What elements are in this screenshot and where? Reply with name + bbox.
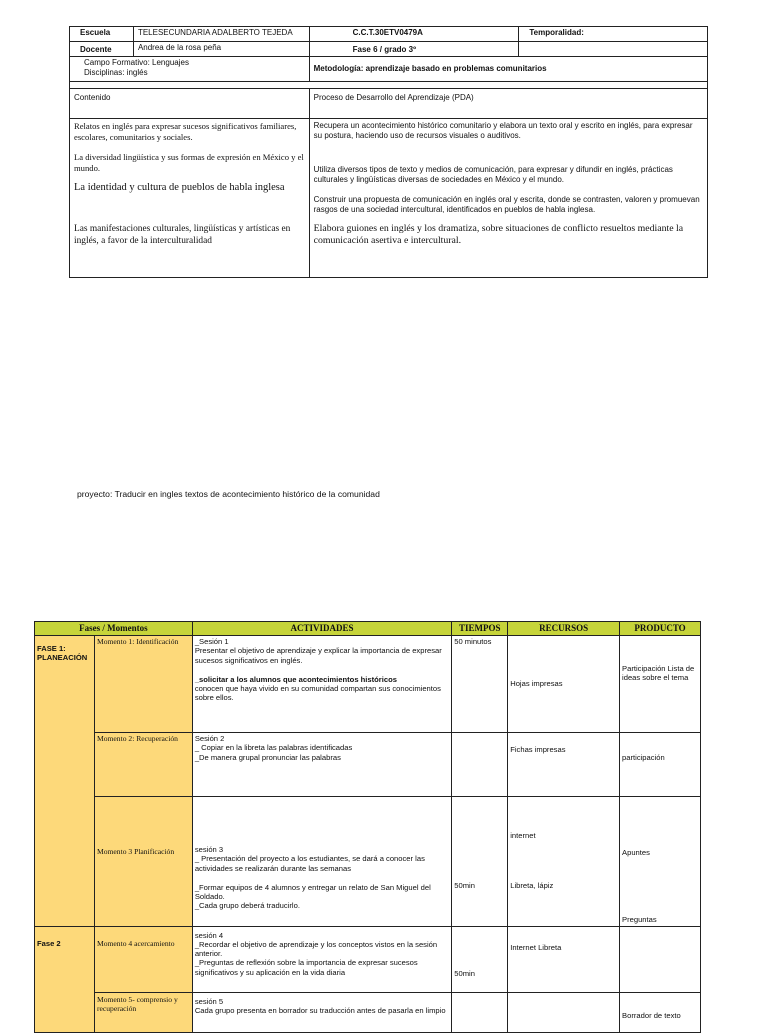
momento-2: Momento 2: Recuperación bbox=[94, 733, 192, 797]
escuela-label: Escuela bbox=[70, 27, 134, 42]
header-recursos: RECURSOS bbox=[508, 622, 620, 636]
proyecto-text: proyecto: Traducir en ingles textos de acontecimiento histórico de la comunidad bbox=[77, 489, 380, 499]
momento-4-actividades bbox=[192, 926, 451, 992]
momento-3: Momento 3 Planificación bbox=[94, 797, 192, 927]
m4-act-3: _Preguntas de reflexión sobre la importancia de expresar sucesos significativos y su aplicación en la vida diaria bbox=[194, 958, 418, 977]
m1-act-2: Presentar el objetivo de aprendizaje y explicar la importancia de expresar sucesos significativos en inglés. bbox=[194, 646, 442, 665]
contenido-4: Las manifestaciones culturales, lingüísticas y artísticas en inglés, a favor de la interculturalidad bbox=[74, 224, 291, 246]
m2-act-1: Sesión 2 bbox=[194, 734, 225, 743]
pda-2: Utiliza diversos tipos de texto y medios de comunicación, para expresar y difundir en inglés, prácticas culturales y lingüísticas diversas de sociedades en México y el mundo. bbox=[313, 165, 673, 184]
pda-3: Construir una propuesta de comunicación en inglés oral y escrita, donde se contrasten, valoren y promuevan rasgos de una sociedad intercultural, identificados en pueblos de habla inglesa. bbox=[313, 195, 700, 214]
m1-recurso: Hojas impresas bbox=[508, 636, 620, 733]
m3-act-4: _Cada grupo deberá traducirlo. bbox=[194, 901, 300, 911]
contenido-1: Relatos en inglés para expresar sucesos significativos familiares, escolares, comunitarios y sociales. bbox=[74, 121, 297, 142]
contenido-3: La identidad y cultura de pueblos de habla inglesa bbox=[74, 181, 285, 193]
pda-label: Proceso de Desarrollo del Aprendizaje (PDA) bbox=[309, 89, 707, 119]
m4-act-1: sesión 4 bbox=[194, 930, 224, 940]
header-fases: Fases / Momentos bbox=[35, 622, 193, 636]
header-actividades: ACTIVIDADES bbox=[192, 622, 451, 636]
fase: Fase 6 / grado 3º bbox=[309, 42, 519, 57]
m3-recurso-1: internet bbox=[510, 831, 536, 840]
m3-act-3: _Formar equipos de 4 alumnos y entregar un relato de San Miguel del Soldado. bbox=[194, 882, 431, 901]
temporalidad-value bbox=[519, 42, 708, 57]
m4-tiempo: 50min bbox=[452, 926, 508, 992]
m1-act-4: conocen que haya vivido en su comunidad compartan sus conocimientos sobre ellos. bbox=[194, 684, 441, 703]
contenidos-cell bbox=[70, 119, 310, 278]
m1-tiempo: 50 minutos bbox=[452, 636, 508, 733]
spacer-row bbox=[70, 82, 708, 89]
m3-producto-1: Apuntes bbox=[622, 848, 650, 857]
momento-1-actividades bbox=[192, 636, 451, 733]
m1-act-1: _Sesión 1 bbox=[194, 637, 229, 646]
m4-recurso: Internet Libreta bbox=[508, 926, 620, 992]
m1-act-3: _solicitar a los alumnos que acontecimientos históricos bbox=[194, 674, 397, 684]
plan-table bbox=[34, 621, 701, 1033]
fase-2-label: Fase 2 bbox=[37, 938, 61, 948]
momento-1: Momento 1: Identificación bbox=[94, 636, 192, 733]
m5-producto: Borrador de texto bbox=[620, 992, 701, 1032]
campo-cell bbox=[70, 57, 310, 82]
m2-act-2: _ Copiar en la libreta las palabras identificadas bbox=[194, 743, 353, 753]
m3-act-2: _ Presentación del proyecto a los estudiantes, se dará a conocer las actividades se realizarán durante las semanas bbox=[194, 854, 425, 873]
escuela-value: TELESECUNDARIA ADALBERTO TEJEDA bbox=[133, 27, 309, 42]
momento-2-actividades bbox=[192, 733, 451, 797]
docente-value: Andrea de la rosa peña bbox=[133, 42, 309, 57]
m5-act-2: Cada grupo presenta en borrador su traducción antes de pasarla en limpio bbox=[194, 1005, 446, 1015]
fase-1-cell bbox=[35, 636, 95, 927]
header-table bbox=[69, 26, 708, 278]
m4-act-2: _Recordar el objetivo de aprendizaje y los conceptos vistos en la sesión anterior. bbox=[194, 939, 438, 958]
contenido-2: La diversidad lingüística y sus formas de expresión en México y el mundo. bbox=[74, 152, 304, 174]
m3-productos bbox=[620, 797, 701, 927]
m2-producto: participación bbox=[620, 733, 701, 797]
header-producto: PRODUCTO bbox=[620, 622, 701, 636]
contenido-label: Contenido bbox=[70, 89, 310, 119]
m2-act-3: _De manera grupal pronunciar las palabras bbox=[194, 752, 341, 762]
momento-5-actividades bbox=[192, 992, 451, 1032]
fase-1-label: FASE 1: PLANEACIÓN bbox=[37, 644, 88, 663]
temporalidad-label: Temporalidad: bbox=[519, 27, 708, 42]
header-tiempos: TIEMPOS bbox=[452, 622, 508, 636]
m1-producto: Participación Lista de ideas sobre el tema bbox=[620, 636, 701, 733]
metodologia: Metodología: aprendizaje basado en problemas comunitarios bbox=[309, 57, 707, 82]
disciplinas: Disciplinas: inglés bbox=[84, 68, 148, 77]
pda-1: Recupera un acontecimiento histórico comunitario y elabora un texto oral y escrito en inglés, para expresar su postura, haciendo uso de recursos visuales o auditivos. bbox=[313, 121, 693, 140]
campo-formativo: Campo Formativo: Lenguajes bbox=[84, 58, 189, 67]
m3-act-1: sesión 3 bbox=[194, 845, 224, 854]
m5-act-1: sesión 5 bbox=[194, 996, 224, 1006]
m3-tiempo: 50min bbox=[452, 797, 508, 927]
momento-4: Momento 4 acercamiento bbox=[94, 926, 192, 992]
momento-3-actividades bbox=[192, 797, 451, 927]
m2-recurso: Fichas impresas bbox=[508, 733, 620, 797]
docente-label: Docente bbox=[70, 42, 134, 57]
pda-cell bbox=[309, 119, 707, 278]
m3-recurso-2: Libreta, lápiz bbox=[510, 881, 554, 891]
m3-recursos bbox=[508, 797, 620, 927]
m3-producto-2: Preguntas bbox=[622, 915, 657, 925]
cct: C.C.T.30ETV0479A bbox=[309, 27, 519, 42]
pda-4: Elabora guiones en inglés y los dramatiza, sobre situaciones de conflicto resueltos mediante la comunicación asertiva e intercultural. bbox=[313, 223, 684, 247]
fase-2-cell bbox=[35, 926, 95, 1032]
momento-5: Momento 5- comprensio y recuperación bbox=[94, 992, 192, 1032]
